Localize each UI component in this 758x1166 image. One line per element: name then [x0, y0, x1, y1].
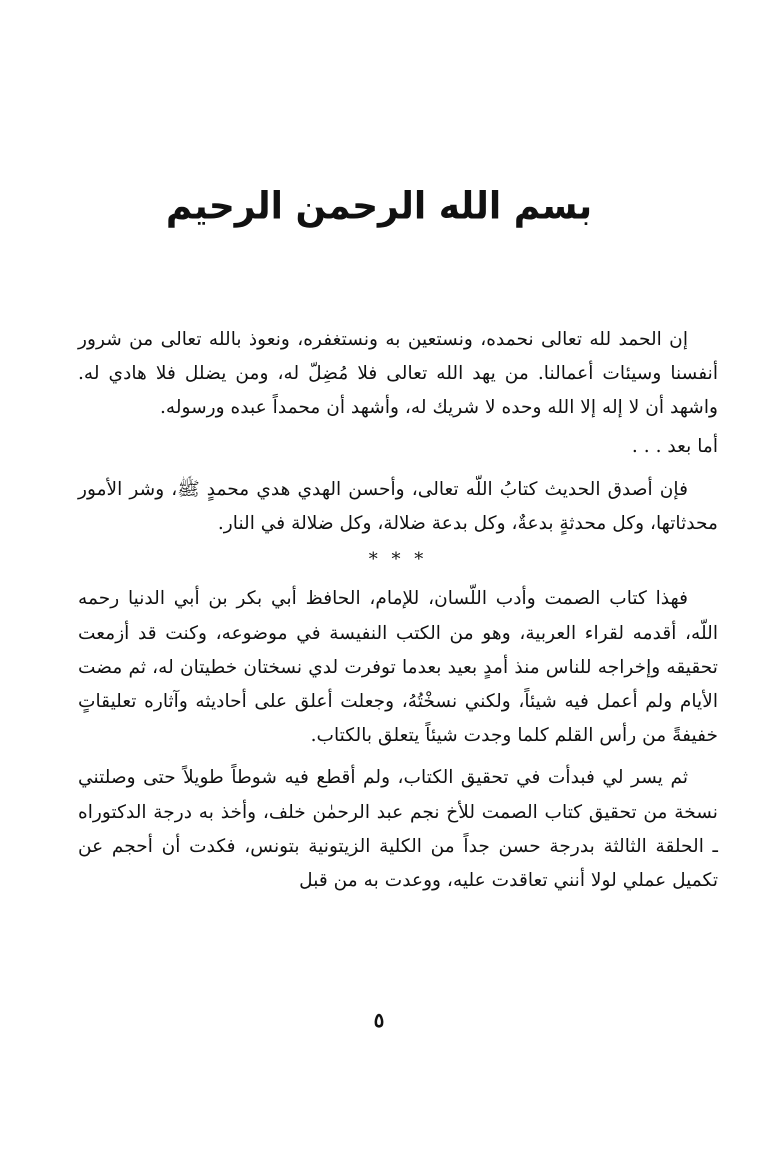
amma-baad-line: أما بعد . . . — [631, 435, 718, 457]
opening-paragraph: إن الحمد لله تعالى نحمده، ونستعين به ونستغفره، ونعوذ بالله تعالى من شرور أنفسنا وسيئات أعمالنا. من يهد الله تعالى فلا مُضِلّ له، ومن يضلل فلا هادي له. واشهد أن لا إله إلا الله وحده لا شريك له، وأشهد أن محمداً عبده ورسوله. — [78, 329, 718, 419]
page-number: ٥ — [373, 1008, 385, 1032]
basmala-calligraphy: بسم الله الرحمن الرحيم — [165, 184, 593, 228]
basmala-heading — [0, 172, 758, 242]
section-separator: * * * — [368, 549, 428, 571]
research-paragraph: ثم يسر لي فبدأت في تحقيق الكتاب، ولم أقطع فيه شوطاً طويلاً حتى وصلتني نسخة من تحقيق كتاب الصمت للأخ نجم عبد الرحمٰن خلف، وأخذ به درجة الدكتوراه ـ الحلقة الثالثة بدرجة حسن جداً من الكلية الزيتونية بتونس، فكدت أن أحجم عن تكميل عملي لولا أنني تعاقدت عليه، ووعدت به من قبل — [78, 767, 718, 892]
hadith-paragraph: فإن أصدق الحديث كتابُ اللّه تعالى، وأحسن الهدي هدي محمدٍ ﷺ، وشر الأمور محدثاتها، وكل محدثةٍ بدعةٌ، وكل بدعة ضلالة، وكل ضلالة في النار. — [78, 478, 718, 535]
page-body — [78, 323, 718, 898]
book-intro-paragraph: فهذا كتاب الصمت وأدب اللّسان، للإمام، الحافظ أبي بكر بن أبي الدنيا رحمه اللّه، أقدمه لقراء العربية، وهو من الكتب النفيسة في موضوعه، وكنت قد أزمعت تحقيقه وإخراجه للناس منذ أمدٍ بعيد بعدما توفرت لدي نسختان خطيتان له، ثم مضت الأيام ولم أعمل فيه شيئاً، ولكني نسخْتُهُ، وجعلت أعلق على أحاديثه وآثاره تعليقاتٍ خفيفةً من رأس القلم كلما وجدت شيئاً يتعلق بالكتاب. — [78, 588, 718, 747]
